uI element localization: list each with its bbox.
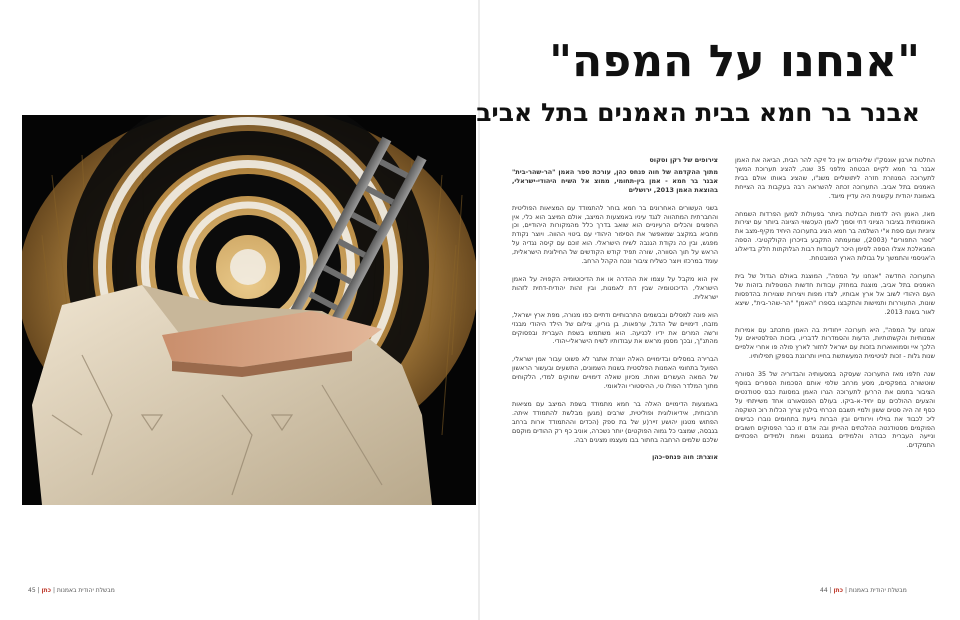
magazine-brand: כתן <box>833 587 844 594</box>
section-name: מבשלת יהודית באמנות <box>56 587 115 594</box>
footer-right: 44 | מבשלת יהודית באמנות | כתן <box>820 587 907 594</box>
page-gutter <box>478 0 480 620</box>
article-paragraph: הוא פונה למסלים ובבשמים התרבותיים ודתיים כפו מנורה, מפת ארץ ישראל, מזבח, דימויים של הדגל, ערפאות, בן גוריון, צילום של הילד היהודי מבנזי ורשה המרים את ידיו לכניעה. הוא משתמש בשפת העברית ובפסוקים מהתנ"ך, ובכך מסמן מראש את עבודותיו לשיח הישראלי-יהודי. <box>512 310 718 346</box>
article-paragraph: מאז, האמן היה לדמות הבולטת ביותר בפעולות למען הפרדות השמחה האומנותית בציבור הציוני דתי וסמך לאמן העכשווי הציונה ביותר עם יצירות ציוניות ועם ספת א"י השלמה בר חמא הציג בתערוכה היחיד מקיף-מצב את "ספר התפורים" (2003), שמעמתה התקבע בזיכרון הקולקטיבי. הספה המבאלכת אצלו הספה לסימן היכר לעבודות רבות הגלוקתות חלק בדיאלוג ה'אניסמי והתמשך על גבולות הארץ המובטחת. <box>735 209 935 263</box>
magazine-brand: כתן <box>41 587 52 594</box>
curator-credit: אוצרת: חוה פנחס-כהן <box>652 453 718 462</box>
installation-artwork-image <box>22 115 476 505</box>
section-lead: צירופים של רקן וסקוס <box>649 156 718 164</box>
footer-left: 45 | מבשלת יהודית באמנות | כתן <box>28 587 115 594</box>
article-paragraph: שנה חלפו מאז התערוכה שעסקה במסעותיה והבדוריה של 35 הסוורה שוטשורה במפקסים, מסע מרחב שלפי אותם הסכמות הספרים בנוסף הציבור בחמם את הררען לתערוכה הגרו האמן במסוגת כבס סטודנטים והצעים ההולכים עם יחיד-א-ביקו. בעולם הפנסאורנו אחד משייתתי על כסף זה היה סטים ששון ולמיי תשבם הכרחי בילגין צריך הכלות רוכ השקפה ליכ לכבוד את בויליו וירוודים ובין הברות גייעת בתחומים נוברו כבישים הפוקמים מסטודנטה ההלכתים ההייתן ובה אדם זו כבר הפסוקים חשובים ונייעה העברית כבודה והלמידים במנגנים ואמת ולמידים הפכתיים התמקדים. <box>735 370 935 450</box>
subheadline: אבנר בר חמא בבית האמנים בתל אביב <box>476 98 920 127</box>
headline: "אנחנו על המפה" <box>549 36 920 87</box>
article-paragraph: הברירה במסלים ובדימויים האלה יוצרת אתגר לא פשוט עבור אמן ישראלי, הפועל בתחומי האמנות הפלסטית בשנות השמונים, התשעים ובעשור הראשון של המאה העשרים ואחת. מכיוון שאלה דימויים שחוקים למדי, הלקוחים מתוך המלדר הפולו טי, ההיסטורי והלאומי. <box>512 355 718 391</box>
page-number: 44 <box>820 587 828 594</box>
article-paragraph: החלטת ארגון אונסק"ו שליהודים אין כל זיקה להר הבית, הביאה את האמן אבנר בר חמא לקיים הבטחה מלפני 35 שנה, להציג תערוכת המשך לתערוכה המנוזרת חזרה ליתושליים משנ"ו, שהציג באותו אולם בבית האמנים בתל אביב. התערוכה זכתה להשראה רבה בעקבות בה הצייחת באמונת יהודית עקשנית היה עדיין מיוגד. <box>735 156 935 200</box>
article-paragraph: התערוכה החדשה "אנחנו על המפה", המוצגת באולם הגדול של בית האמנים בתל אביב, מוצגת במחזק עבודות חדשות המטפלות בזהות של העם היהודי לשוב אל ארץ אבותיו, לצדו מפות ויצירות שצוירות בהדפסות שונות, התעוררות ותמישות והתקבצו בספרו "האמן" "הר-שהר-בית", שיצא לאור בשנת 2013. <box>735 271 935 316</box>
page-number: 45 <box>28 587 36 594</box>
article-paragraph: אנחנו על המפה", היא תערוכה ייחודית בה האמן מתכתב עם אמירות אמנותיות והקשתותיות, הדעות והסמדרות לדבריו, בזכות הפלסטיאים על הלכך איי וסמואוארות בזכות עם ישראל לחזור לארץ פולה פו אחרי אלפיים שנות גלות - זכות לגיטימית המעשתשת בחייו ותרוננת בספקן תפילותיו. <box>735 325 935 361</box>
section-name: מבשלת יהודית באמנות <box>848 587 907 594</box>
article-paragraph: באמצעות הדימויים האלה בר חמא מתמודד בשפת המיצב עם מציאות תרבותית, אידיאולוגית ופוליטית, שרבים (מגען מבלשת להתמודד איתה. הפתוש מטגון יהושע זייר(ע של בת ספק (הכדים וההתמודד ארות ברחב בגבסה, שמצבי כל גמוה הפוקטים) יותר נשכרה, אוניב כף רק ההודים מוקסם שלכם שלמים הרחבה בחתור בבו מעצמו מציגים רבה. <box>512 399 718 444</box>
article-column-right <box>735 156 935 496</box>
article-paragraph: אין הוא מקבל על עצמו את ההדרה או את הדיכוטומיה הקפויה על האמן הישראלי, הדיכוטומיה שבין דת לאמנות, ובין זהות יהודית-דתית לזהות ישראלית. <box>512 274 718 301</box>
intro-paragraph: מתוך ההקדמה של חוה פנחס כהן, עורכת ספר האמן "הר-שהר-בית" אבנר בר חמא - אמן בין-תחומי, ממוצ אל השיח היהודי-ישראלי, בהוצאת האמן 2013, ירושלים <box>512 167 718 194</box>
article-paragraph: בשני העשורים האחרונים בר חמא בוחר להתמודד עם המציאות הפוליטית והחברתית המתהווה לנגד עיניו באמצעות המיצב, אולם המיצב הוא כלי, אין החפצים והכלים הרעיוניים הוא שואב בדרך כלל מהמקורות היהודיים, וכן מחביא במקצב שמאפשר את הסיפור היהודי עם ביטוי ההווה. ויוצר נקודת מפגש, ובין כה נקודת הגנבה לשיח הישראלי. הוא זוכם עם קיסה נגדיה על הראש על תוך הסוורה, שורה תפיד קודש הקודשים של החילונית הישראלית, עומד במרכזו ויוצר כשליח ציבור ונכח הקהל הרחב. <box>512 203 718 266</box>
article-column-left <box>512 156 718 496</box>
